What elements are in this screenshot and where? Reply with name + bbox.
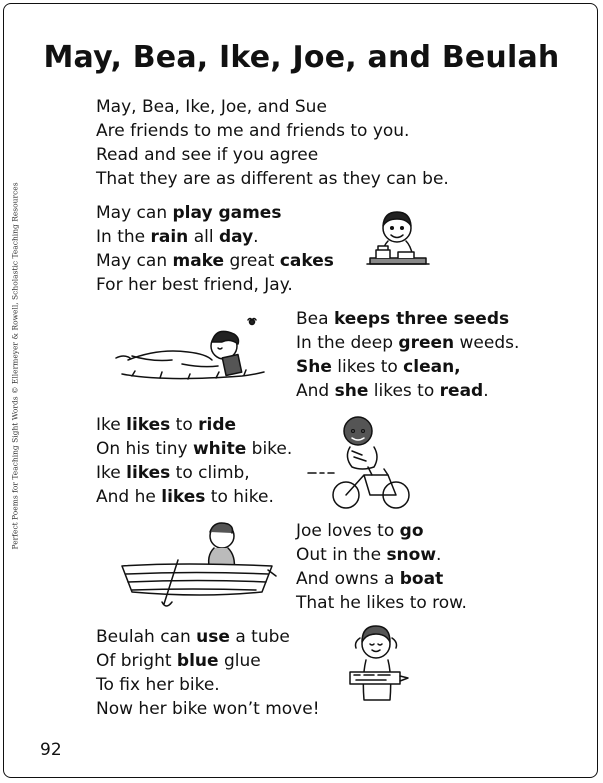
ike-bike-illustration (306, 413, 416, 513)
poem-text: Are friends to me and friends to you. (96, 121, 410, 141)
poem-text: Beulah can (96, 627, 197, 647)
poem-text: glue (218, 651, 261, 671)
poem-line (296, 355, 519, 379)
poem-text: great (224, 251, 280, 271)
poem-text: Ike (96, 415, 127, 435)
poem-text: weeds. (454, 333, 520, 353)
sight-word: green (398, 333, 455, 353)
poem-text: May, Bea, Ike, Joe, and Sue (96, 97, 327, 117)
sight-word: snow (386, 545, 437, 565)
sight-word: likes (126, 463, 171, 483)
poem-line (96, 201, 334, 225)
poem-text: likes to (368, 381, 440, 401)
poem-text: May can (96, 251, 173, 271)
sight-word: white (192, 439, 247, 459)
poem-text: to climb, (170, 463, 250, 483)
poem-line (96, 649, 320, 673)
sight-word: she (334, 381, 369, 401)
poem-line (96, 461, 292, 485)
poem-text: to hike. (205, 487, 274, 507)
poem-text: On his tiny (96, 439, 193, 459)
poem-text: In the (96, 227, 151, 247)
poem-line (96, 273, 334, 297)
poem-line (296, 331, 519, 355)
poem-text: to (170, 415, 199, 435)
poem-text: Out in the (296, 545, 387, 565)
sight-word: likes (126, 415, 171, 435)
sight-word: make (172, 251, 225, 271)
poem-text: In the deep (296, 333, 399, 353)
poem-text: . (436, 545, 442, 565)
poem-text: . (483, 381, 489, 401)
stanza-beulah (96, 625, 320, 721)
poem-line (96, 225, 334, 249)
poem-text: Now her bike won’t move! (96, 699, 320, 719)
sight-word: use (196, 627, 230, 647)
poem-text: bike. (246, 439, 293, 459)
side-credit: Perfect Poems for Teaching Sight Words © Ellermeyer & Rowell, Scholastic Teaching Resources (10, 182, 20, 550)
poem-line (96, 673, 320, 697)
poem-line (296, 307, 519, 331)
poem-line (96, 625, 320, 649)
poem-line (96, 95, 449, 119)
poem-line (296, 519, 467, 543)
stanza-may (96, 201, 334, 297)
poem-text: Bea (296, 309, 334, 329)
sight-word: likes (161, 487, 206, 507)
poem-text: likes to (331, 357, 404, 377)
sight-word: cakes (279, 251, 334, 271)
poem-line (296, 379, 519, 403)
poem-text: Joe loves to (296, 521, 400, 541)
page-number: 92 (40, 740, 62, 760)
poem-line (96, 485, 292, 509)
page-title: May, Bea, Ike, Joe, and Beulah (43, 40, 560, 75)
sight-word: ride (198, 415, 237, 435)
stanza-ike (96, 413, 292, 509)
poem-text: And owns a (296, 569, 400, 589)
poem-line (96, 143, 449, 167)
sight-word: day (218, 227, 254, 247)
poem-line (96, 119, 449, 143)
sight-word: clean, (403, 357, 461, 377)
sight-word: play games (172, 203, 282, 223)
beulah-glue-illustration (340, 622, 414, 712)
sight-word: boat (399, 569, 444, 589)
bea-reading-illustration (112, 316, 272, 386)
sight-word: go (399, 521, 424, 541)
sight-word: read (439, 381, 484, 401)
poem-text: And (296, 381, 335, 401)
poem-text: all (188, 227, 219, 247)
poem-text: That they are as different as they can be. (96, 169, 449, 189)
poem-line (296, 567, 467, 591)
poem-text: That he likes to row. (296, 593, 467, 613)
may-baking-illustration (362, 208, 432, 278)
stanza-bea (296, 307, 519, 403)
poem-text: For her best friend, Jay. (96, 275, 293, 295)
poem-text: . (253, 227, 259, 247)
sight-word: She (296, 357, 332, 377)
poem-line (296, 543, 467, 567)
poem-text: Ike (96, 463, 127, 483)
sight-word: rain (150, 227, 189, 247)
poem-line (96, 167, 449, 191)
poem-text: To fix her bike. (96, 675, 220, 695)
poem-line (296, 591, 467, 615)
poem-text: And he (96, 487, 162, 507)
poem-line (96, 413, 292, 437)
poem-line (96, 697, 320, 721)
poem-line (96, 249, 334, 273)
stanza-joe (296, 519, 467, 615)
poem-text: a tube (229, 627, 290, 647)
sight-word: keeps three seeds (333, 309, 510, 329)
joe-boat-illustration (118, 516, 278, 611)
poem-text: May can (96, 203, 173, 223)
stanza-intro (96, 95, 449, 191)
poem-text: Read and see if you agree (96, 145, 319, 165)
sight-word: blue (176, 651, 219, 671)
poem-line (96, 437, 292, 461)
poem-text: Of bright (96, 651, 177, 671)
